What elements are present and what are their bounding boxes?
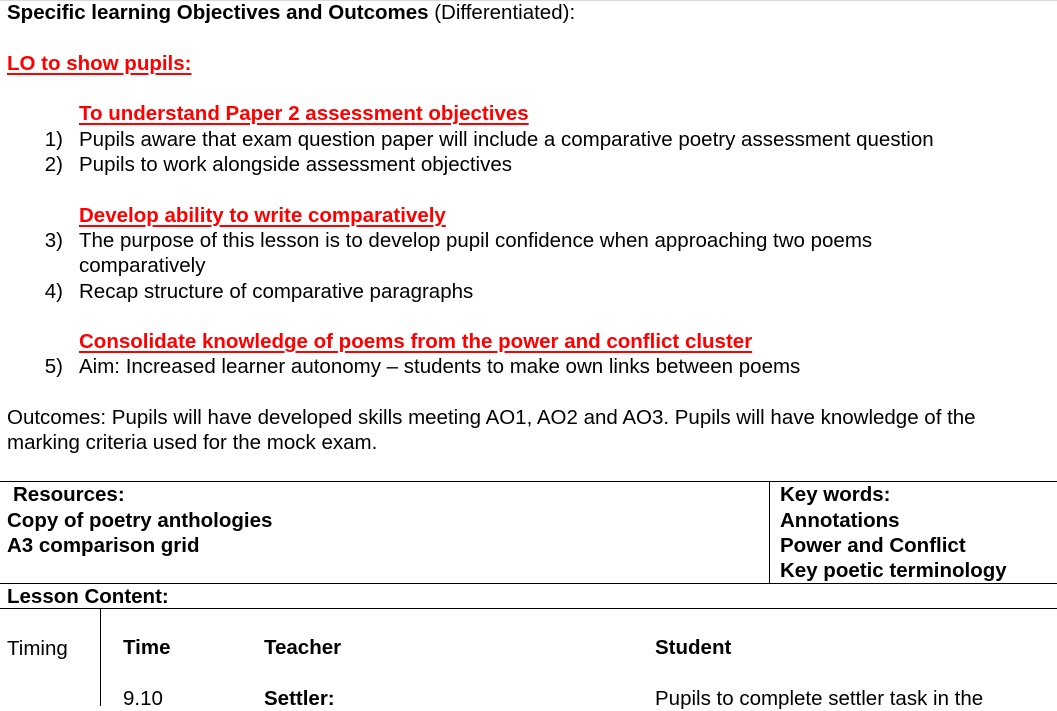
timing-column-divider: [100, 609, 101, 706]
table-column-divider: [769, 481, 770, 583]
keywords-label: Key words:: [780, 483, 891, 506]
list-number: 1): [44, 128, 63, 151]
outcomes-text: Outcomes: Pupils will have developed skills meeting AO1, AO2 and AO3. Pupils will have knowledge of the: [7, 406, 976, 429]
lesson-row-student: Pupils to complete settler task in the: [655, 687, 984, 710]
objectives-title: [7, 0, 575, 25]
list-item: Aim: Increased learner autonomy – students to make own links between poems: [79, 355, 801, 378]
keyword-item: Annotations: [780, 509, 900, 532]
list-item-continuation: comparatively: [79, 254, 206, 277]
objective-heading: Consolidate knowledge of poems from the power and conflict cluster: [79, 330, 753, 353]
objective-heading: Develop ability to write comparatively: [79, 204, 446, 227]
list-number: 5): [44, 355, 63, 378]
lesson-row-time: 9.10: [123, 687, 163, 710]
resource-item: A3 comparison grid: [7, 534, 200, 557]
list-item: Recap structure of comparative paragraphs: [79, 280, 474, 303]
list-number: 4): [44, 280, 63, 303]
keyword-item: Power and Conflict: [780, 534, 966, 557]
lesson-row-teacher: Settler:: [264, 687, 335, 710]
list-number: 2): [44, 153, 63, 176]
timing-header: Timing: [7, 637, 68, 660]
resources-label: Resources:: [13, 483, 125, 506]
teacher-header: Teacher: [264, 636, 342, 659]
outcomes-text-continuation: marking criteria used for the mock exam.: [7, 431, 378, 454]
list-item: Pupils to work alongside assessment objectives: [79, 153, 512, 176]
student-header: Student: [655, 636, 732, 659]
objectives-title-rest: (Differentiated):: [428, 1, 576, 24]
list-item: The purpose of this lesson is to develop pupil confidence when approaching two poems: [79, 229, 873, 252]
lesson-header-rule: [0, 608, 1057, 609]
lesson-content-label: Lesson Content:: [7, 585, 169, 608]
lo-label: LO to show pupils:: [7, 52, 192, 75]
objectives-title-bold: Specific learning Objectives and Outcomes: [7, 1, 429, 24]
keyword-item: Key poetic terminology: [780, 559, 1007, 582]
resource-item: Copy of poetry anthologies: [7, 509, 273, 532]
time-header: Time: [123, 636, 171, 659]
objective-heading: To understand Paper 2 assessment objectives: [79, 102, 529, 125]
list-item: Pupils aware that exam question paper will include a comparative poetry assessment question: [79, 128, 934, 151]
list-number: 3): [44, 229, 63, 252]
table-top-rule: [0, 481, 1057, 482]
